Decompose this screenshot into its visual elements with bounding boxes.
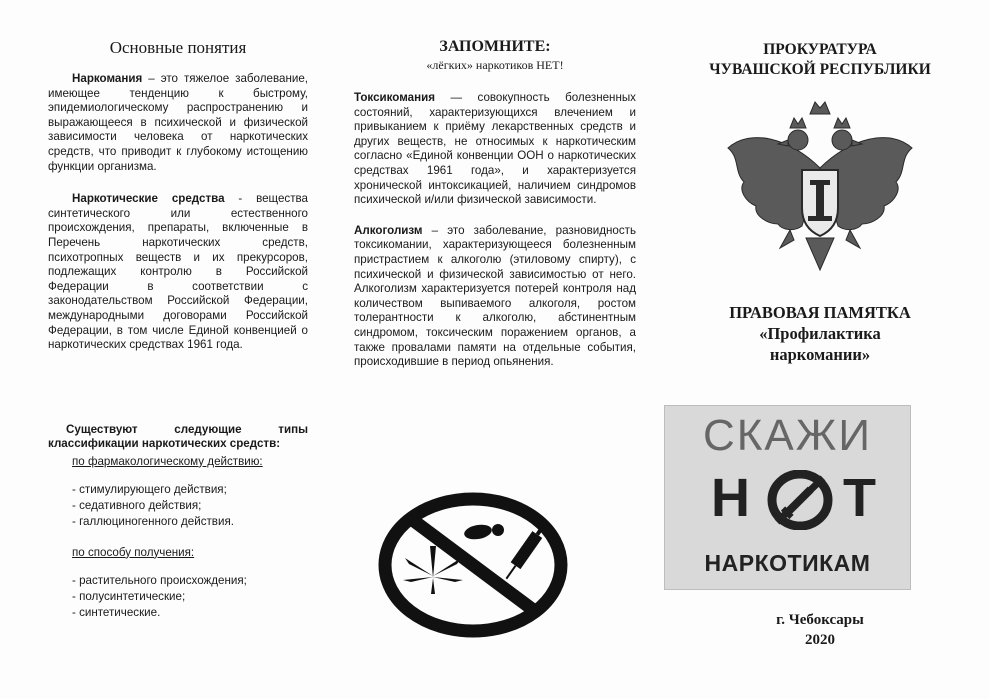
basic-concepts-heading: Основные понятия xyxy=(109,38,247,57)
poster-bottom-text: НАРКОТИКАМ xyxy=(704,550,871,576)
by-action-label: по фармакологическому действию: xyxy=(72,454,263,468)
alcoholism-definition xyxy=(354,224,636,370)
narkomania-term: Наркомания xyxy=(72,72,143,85)
org-name-line1: ПРОКУРАТУРА xyxy=(763,41,877,58)
no-drugs-icon xyxy=(378,490,568,640)
narkomania-definition xyxy=(48,72,308,174)
narcotic-substances-text: - вещества синтетического или естественного происхождения, препараты, включенные в Перечень наркотических средств, психотропных веществ и их прекурсоров, подлежащих контролю в Российской Федерации в соответствии с законодательством Российской Федерации, международными договорами Российской Федерации, в том числе Единой конвенцией о наркотических средствах 1961 года. xyxy=(48,192,308,352)
toxicomania-definition xyxy=(354,91,636,208)
city-year xyxy=(650,610,990,650)
middle-panel xyxy=(330,0,650,699)
classification-heading: Существуют следующие типы классификации наркотических средств: xyxy=(48,422,308,450)
memo-title-line2: «Профилактика xyxy=(759,324,881,343)
poster-top-text: СКАЖИ xyxy=(702,411,872,460)
by-origin-label: по способу получения: xyxy=(72,545,195,559)
list-item: - седативного действия; xyxy=(72,498,202,512)
list-item: - синтетические. xyxy=(72,605,161,619)
memo-title-line3: наркомании» xyxy=(769,345,871,364)
alcoholism-term: Алкоголизм xyxy=(354,223,423,237)
remember-heading: ЗАПОМНИТЕ: xyxy=(439,38,551,55)
list-item: - растительного происхождения; xyxy=(72,573,247,587)
left-panel xyxy=(0,0,330,699)
list-item: - галлюциногенного действия. xyxy=(72,514,234,528)
say-no-poster xyxy=(664,405,911,590)
narkomania-text: – это тяжелое заболевание, имеющее тенденцию к быстрому, эпидемиологическому распространению и выражающееся в психической и физической зависимости человека от наркотических средств, что приводит к глубокому истощению функции организма. xyxy=(48,72,308,173)
org-name-line2: ЧУВАШСКОЙ РЕСПУБЛИКИ xyxy=(709,61,931,78)
list-item: - стимулирующего действия; xyxy=(72,482,227,496)
poster-letter-h: Н xyxy=(711,468,750,528)
publication-year: 2020 xyxy=(805,632,835,648)
crossed-syringe-icon xyxy=(765,470,835,530)
poster-letter-t: Т xyxy=(843,468,876,528)
alcoholism-text: – это заболевание, разновидность токсикомании, характеризующееся болезненным пристрастием к алкоголю (этиловому спирту), с психической и физической зависимостью от него. Алкоголизм характеризуется потерей контроля над количеством выпиваемого алкоголя, ростом толерантности к алкоголю, абстинентным синдромом, токсическим поражением органов, а также провалами памяти на отдельные события, происходившие в период опьянения. xyxy=(354,223,636,369)
narcotic-substances-term: Наркотические средства xyxy=(72,192,225,206)
toxicomania-text: — совокупность болезненных состояний, характеризующихся влечением и привыканием к приёму лекарственных средств и других веществ, не относимых к наркотическим согласно «Единой конвенции ООН о наркотических средствах 1961 года», и характеризуется хронической интоксикацией, наличием синдромов психической и/или физической зависимости. xyxy=(354,91,636,207)
remember-subheading: «лёгких» наркотиков НЕТ! xyxy=(426,58,564,72)
memo-title-line1: ПРАВОВАЯ ПАМЯТКА xyxy=(729,303,911,322)
right-panel xyxy=(650,0,990,699)
double-headed-eagle-emblem-icon xyxy=(720,98,920,278)
toxicomania-term: Токсикомания xyxy=(354,91,436,104)
narcotic-substances-definition xyxy=(48,192,308,353)
list-item: - полусинтетические; xyxy=(72,589,186,603)
city-name: г. Чебоксары xyxy=(776,612,864,628)
